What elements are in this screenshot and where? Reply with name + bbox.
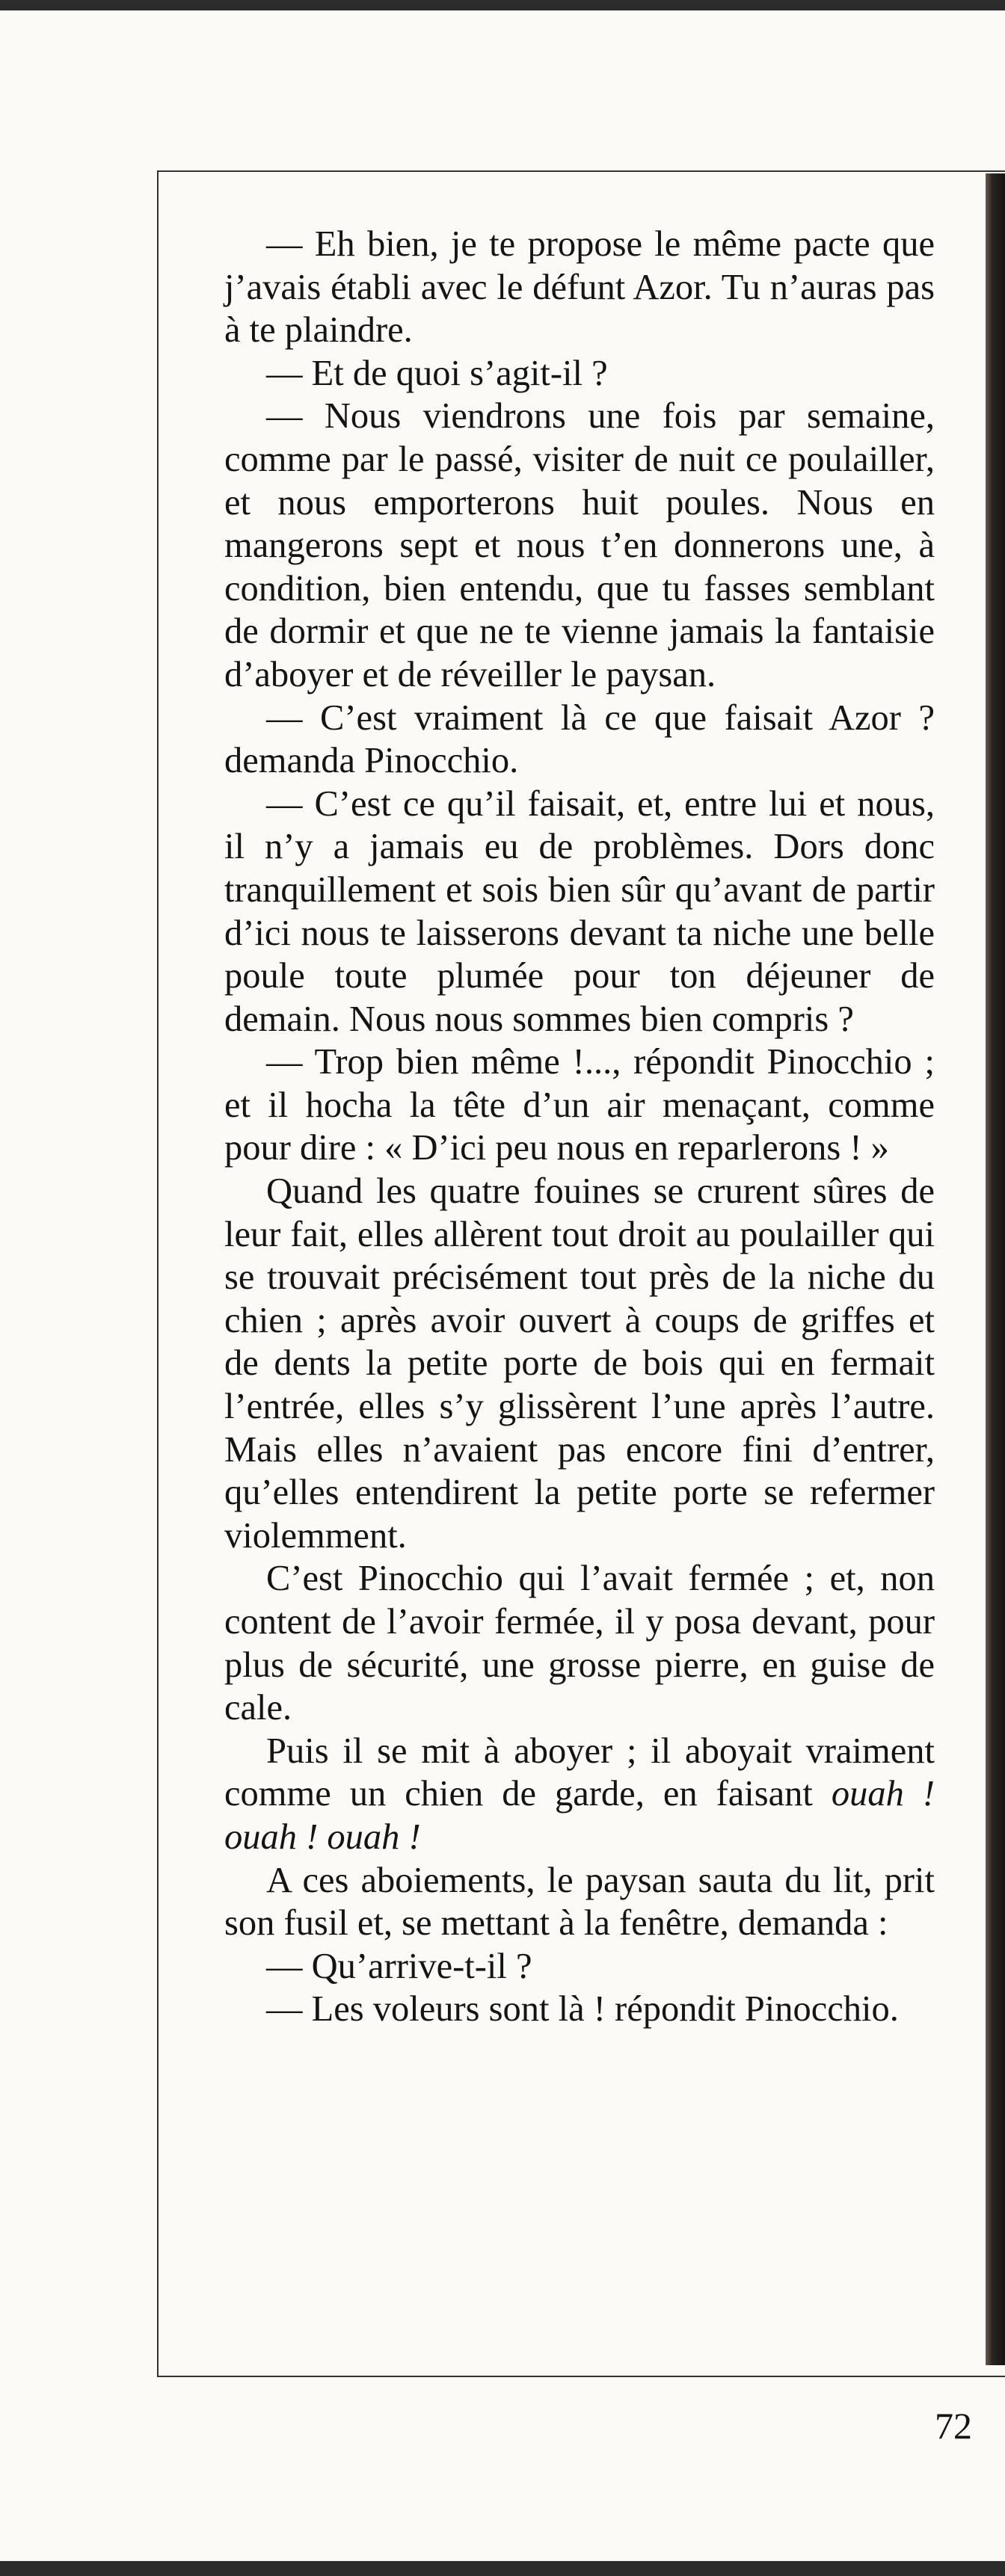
- paragraph: C’est Pinocchio qui l’avait fermée ; et, non content de l’avoir fermée, il y posa devant, pour plus de sécurité, une grosse pierre, en guise de cale.: [224, 1559, 935, 1728]
- paragraph: — Qu’arrive-t-il ?: [266, 1946, 532, 1986]
- story-text: [224, 223, 935, 2031]
- paragraph: — Eh bien, je te propose le même pacte que j’avais établi avec le défunt Azor. Tu n’auras pas à te plaindre.: [224, 224, 935, 351]
- top-page-edge: [0, 0, 1005, 10]
- paragraph: — Nous viendrons une fois par semaine, comme par le passé, visiter de nuit ce poulailler, et nous emporterons huit poules. Nous en mangerons sept et nous t’en donnerons une, à condition, bien entendu, que tu fasses semblant de dormir et que ne te vienne jamais la fantaisie d’aboyer et de réveiller le paysan.: [224, 396, 935, 694]
- bottom-page-edge: [0, 2561, 1005, 2576]
- paragraph: [224, 1730, 935, 1859]
- paragraph: A ces aboiements, le paysan sauta du lit, prit son fusil et, se mettant à la fenêtre, demanda :: [224, 1860, 935, 1944]
- paragraph: — Les voleurs sont là ! répondit Pinocchio.: [266, 1989, 899, 2030]
- page-number: 72: [935, 2405, 972, 2447]
- paragraph: — Trop bien même !..., répondit Pinocchio ; et il hocha la tête d’un air menaçant, comme pour dire : « D’ici peu nous en reparlerons ! »: [224, 1042, 935, 1168]
- paragraph: — C’est vraiment là ce que faisait Azor ? demanda Pinocchio.: [224, 697, 935, 781]
- paragraph: — Et de quoi s’agit-il ?: [266, 353, 608, 393]
- illustration-edge: [986, 173, 1005, 2365]
- bark-lead-text: Puis il se mit à aboyer ; il aboyait vraiment comme un chien de garde, en faisant: [224, 1731, 935, 1814]
- bark-sound-text: ouah ! ouah ! ouah !: [224, 1774, 935, 1857]
- paragraph: — C’est ce qu’il faisait, et, entre lui et nous, il n’y a jamais eu de problèmes. Dors donc tranquillement et sois bien sûr qu’avant de partir d’ici nous te laisserons devant ta niche une belle poule toute plumée pour ton déjeuner de demain. Nous nous sommes bien compris ?: [224, 783, 935, 1039]
- paragraph: Quand les quatre fouines se crurent sûres de leur fait, elles allèrent tout droit au poulailler qui se trouvait précisément tout près de la niche du chien ; après avoir ouvert à coups de griffes et de dents la petite porte de bois qui en fermait l’entrée, elles s’y glissèrent l’une après l’autre. Mais elles n’avaient pas encore fini d’entrer, qu’elles entendirent la petite porte se refermer violemment.: [224, 1171, 935, 1556]
